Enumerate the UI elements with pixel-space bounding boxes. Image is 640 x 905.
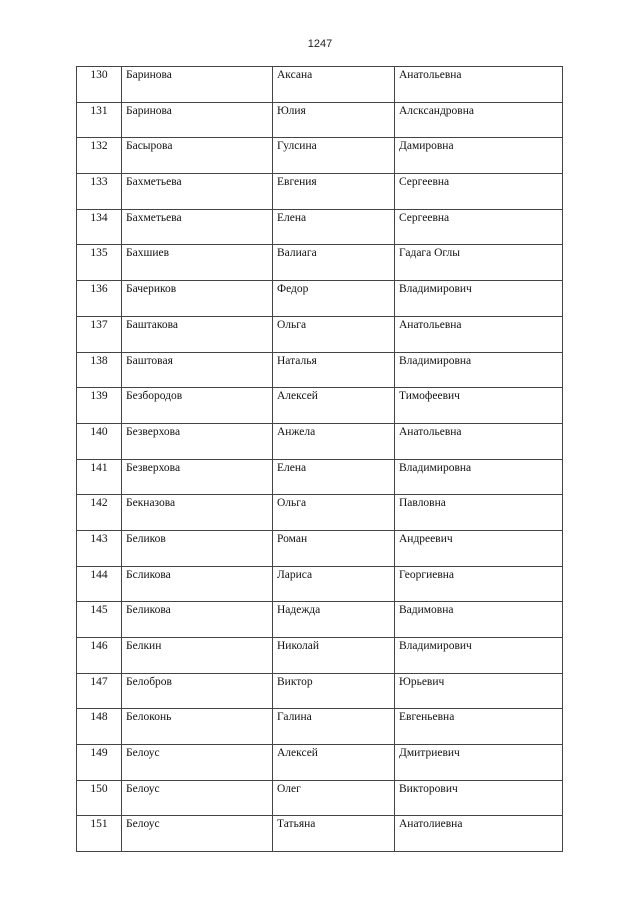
table-row — [77, 102, 563, 138]
table-row — [77, 138, 563, 174]
first-name-cell: Елена — [273, 209, 395, 245]
first-name-cell: Наталья — [273, 352, 395, 388]
table-row — [77, 673, 563, 709]
row-number-cell: 134 — [77, 209, 122, 245]
last-name-cell: Безверхова — [122, 459, 273, 495]
patronymic-cell: Евгеньевна — [395, 709, 563, 745]
table-row — [77, 245, 563, 281]
patronymic-cell: Вадимовна — [395, 602, 563, 638]
last-name-cell: Безверхова — [122, 423, 273, 459]
patronymic-cell: Сергеевна — [395, 174, 563, 210]
table-row — [77, 459, 563, 495]
patronymic-cell: Сергеевна — [395, 209, 563, 245]
row-number-cell: 133 — [77, 174, 122, 210]
table-row — [77, 530, 563, 566]
row-number-cell: 140 — [77, 423, 122, 459]
last-name-cell: Бсликова — [122, 566, 273, 602]
patronymic-cell: Юрьевич — [395, 673, 563, 709]
last-name-cell: Бачериков — [122, 281, 273, 317]
table-row — [77, 709, 563, 745]
first-name-cell: Алексей — [273, 388, 395, 424]
patronymic-cell: Анатольевна — [395, 67, 563, 103]
patronymic-cell: Владимировна — [395, 352, 563, 388]
patronymic-cell: Владимирович — [395, 638, 563, 674]
first-name-cell: Евгения — [273, 174, 395, 210]
last-name-cell: Бахметьева — [122, 174, 273, 210]
first-name-cell: Елена — [273, 459, 395, 495]
first-name-cell: Юлия — [273, 102, 395, 138]
table-row — [77, 780, 563, 816]
row-number-cell: 147 — [77, 673, 122, 709]
patronymic-cell: Дмитриевич — [395, 745, 563, 781]
table-row — [77, 495, 563, 531]
patronymic-cell: Андреевич — [395, 530, 563, 566]
first-name-cell: Анжела — [273, 423, 395, 459]
row-number-cell: 151 — [77, 816, 122, 852]
last-name-cell: Белоус — [122, 745, 273, 781]
patronymic-cell: Алсксандровна — [395, 102, 563, 138]
row-number-cell: 131 — [77, 102, 122, 138]
table-row — [77, 602, 563, 638]
last-name-cell: Баштакова — [122, 316, 273, 352]
row-number-cell: 149 — [77, 745, 122, 781]
first-name-cell: Ольга — [273, 316, 395, 352]
table-row — [77, 209, 563, 245]
last-name-cell: Бахметьева — [122, 209, 273, 245]
last-name-cell: Беликов — [122, 530, 273, 566]
patronymic-cell: Анатольевна — [395, 316, 563, 352]
roster-table-body — [77, 67, 563, 852]
patronymic-cell: Дамировна — [395, 138, 563, 174]
row-number-cell: 148 — [77, 709, 122, 745]
patronymic-cell: Владимировна — [395, 459, 563, 495]
first-name-cell: Валиага — [273, 245, 395, 281]
row-number-cell: 144 — [77, 566, 122, 602]
row-number-cell: 142 — [77, 495, 122, 531]
first-name-cell: Алексей — [273, 745, 395, 781]
table-row — [77, 281, 563, 317]
patronymic-cell: Тимофеевич — [395, 388, 563, 424]
row-number-cell: 143 — [77, 530, 122, 566]
row-number-cell: 135 — [77, 245, 122, 281]
first-name-cell: Федор — [273, 281, 395, 317]
first-name-cell: Галина — [273, 709, 395, 745]
row-number-cell: 145 — [77, 602, 122, 638]
table-row — [77, 316, 563, 352]
patronymic-cell: Анатольевна — [395, 423, 563, 459]
row-number-cell: 130 — [77, 67, 122, 103]
first-name-cell: Лариса — [273, 566, 395, 602]
patronymic-cell: Владимирович — [395, 281, 563, 317]
first-name-cell: Олег — [273, 780, 395, 816]
last-name-cell: Баштовая — [122, 352, 273, 388]
row-number-cell: 136 — [77, 281, 122, 317]
last-name-cell: Белоус — [122, 780, 273, 816]
table-row — [77, 388, 563, 424]
patronymic-cell: Павловна — [395, 495, 563, 531]
first-name-cell: Николай — [273, 638, 395, 674]
last-name-cell: Безбородов — [122, 388, 273, 424]
roster-table — [76, 66, 563, 852]
last-name-cell: Беликова — [122, 602, 273, 638]
table-row — [77, 566, 563, 602]
first-name-cell: Надежда — [273, 602, 395, 638]
row-number-cell: 138 — [77, 352, 122, 388]
last-name-cell: Белоус — [122, 816, 273, 852]
last-name-cell: Белкин — [122, 638, 273, 674]
last-name-cell: Бахшиев — [122, 245, 273, 281]
row-number-cell: 137 — [77, 316, 122, 352]
last-name-cell: Баринова — [122, 67, 273, 103]
last-name-cell: Баринова — [122, 102, 273, 138]
first-name-cell: Роман — [273, 530, 395, 566]
last-name-cell: Белоконь — [122, 709, 273, 745]
table-row — [77, 67, 563, 103]
row-number-cell: 146 — [77, 638, 122, 674]
first-name-cell: Виктор — [273, 673, 395, 709]
last-name-cell: Бекназова — [122, 495, 273, 531]
last-name-cell: Басырова — [122, 138, 273, 174]
row-number-cell: 139 — [77, 388, 122, 424]
row-number-cell: 141 — [77, 459, 122, 495]
table-row — [77, 423, 563, 459]
last-name-cell: Белобров — [122, 673, 273, 709]
first-name-cell: Гулсина — [273, 138, 395, 174]
patronymic-cell: Анатолиевна — [395, 816, 563, 852]
first-name-cell: Аксана — [273, 67, 395, 103]
table-row — [77, 174, 563, 210]
page-number: 1247 — [307, 38, 333, 50]
patronymic-cell: Викторович — [395, 780, 563, 816]
patronymic-cell: Георгиевна — [395, 566, 563, 602]
row-number-cell: 132 — [77, 138, 122, 174]
table-row — [77, 352, 563, 388]
patronymic-cell: Гадага Оглы — [395, 245, 563, 281]
table-row — [77, 816, 563, 852]
first-name-cell: Татьяна — [273, 816, 395, 852]
table-row — [77, 745, 563, 781]
row-number-cell: 150 — [77, 780, 122, 816]
table-row — [77, 638, 563, 674]
first-name-cell: Ольга — [273, 495, 395, 531]
